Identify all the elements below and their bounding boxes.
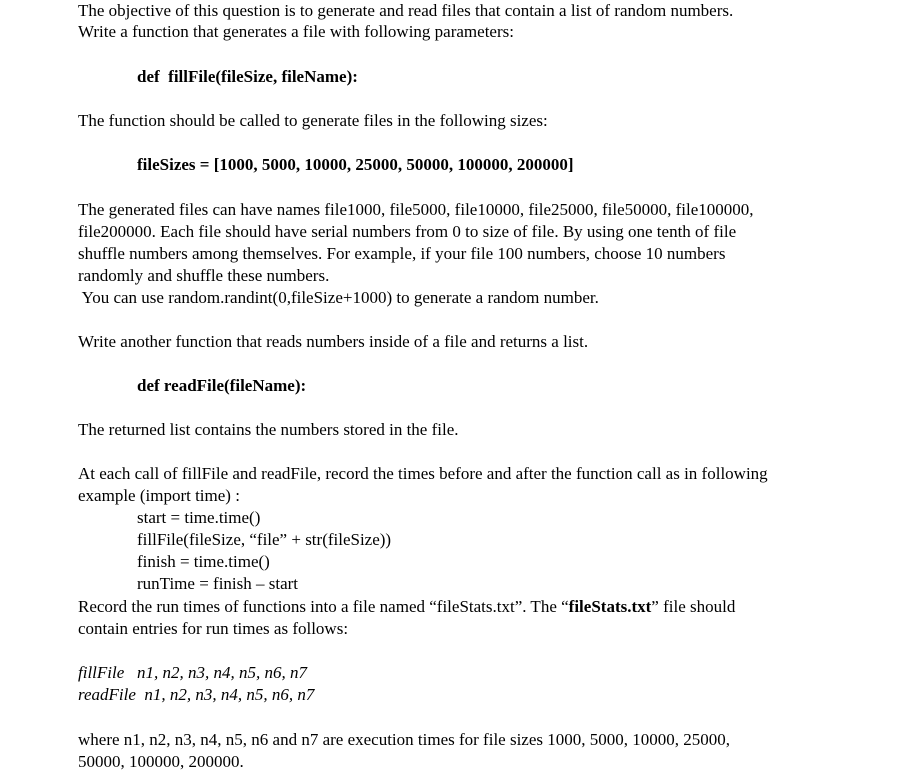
readfile-definition: def readFile(fileName):: [137, 376, 307, 395]
code-line-1: start = time.time(): [137, 508, 261, 527]
code-line-4: runTime = finish – start: [137, 574, 299, 593]
record-text-end: ” file should: [651, 597, 736, 616]
intro-line-2: Write a function that generates a file with following parameters:: [78, 22, 514, 41]
record-line-1: [78, 596, 735, 617]
code-line-2: fillFile(fileSize, “file” + str(fileSize)): [137, 530, 392, 549]
fillfile-entry: fillFile n1, n2, n3, n4, n5, n6, n7: [78, 663, 308, 682]
file-sizes-list: fileSizes = [1000, 5000, 10000, 25000, 50000, 100000, 200000]: [137, 155, 574, 174]
timing-line-1: At each call of fillFile and readFile, record the times before and after the function call as in following: [78, 464, 768, 483]
record-text-start: Record the run times of functions into a file named “fileStats.txt”. The “: [78, 597, 569, 616]
names-line-3: shuffle numbers among themselves. For example, if your file 100 numbers, choose 10 numbers: [78, 244, 726, 263]
names-line-2: file200000. Each file should have serial numbers from 0 to size of file. By using one tenth of file: [78, 222, 737, 241]
names-line-4: randomly and shuffle these numbers.: [78, 266, 330, 285]
names-line-5: You can use random.randint(0,fileSize+1000) to generate a random number.: [78, 288, 599, 307]
returned-note: The returned list contains the numbers stored in the file.: [78, 420, 459, 439]
names-line-1: The generated files can have names file1000, file5000, file10000, file25000, file50000, file100000,: [78, 200, 754, 219]
code-line-3: finish = time.time(): [137, 552, 270, 571]
record-filename-bold: fileStats.txt: [568, 597, 652, 616]
sizes-intro: The function should be called to generate files in the following sizes:: [78, 111, 548, 130]
where-line-2: 50000, 100000, 200000.: [78, 752, 244, 771]
record-line-2: contain entries for run times as follows:: [78, 619, 349, 638]
where-line-1: where n1, n2, n3, n4, n5, n6 and n7 are execution times for file sizes 1000, 5000, 10000, 25000,: [78, 730, 731, 749]
readfile-entry: readFile n1, n2, n3, n4, n5, n6, n7: [78, 685, 315, 704]
timing-line-2: example (import time) :: [78, 486, 240, 505]
intro-line-1: The objective of this question is to generate and read files that contain a list of random numbers.: [78, 1, 734, 20]
read-intro: Write another function that reads numbers inside of a file and returns a list.: [78, 332, 589, 351]
fillfile-definition: def fillFile(fileSize, fileName):: [137, 67, 358, 86]
